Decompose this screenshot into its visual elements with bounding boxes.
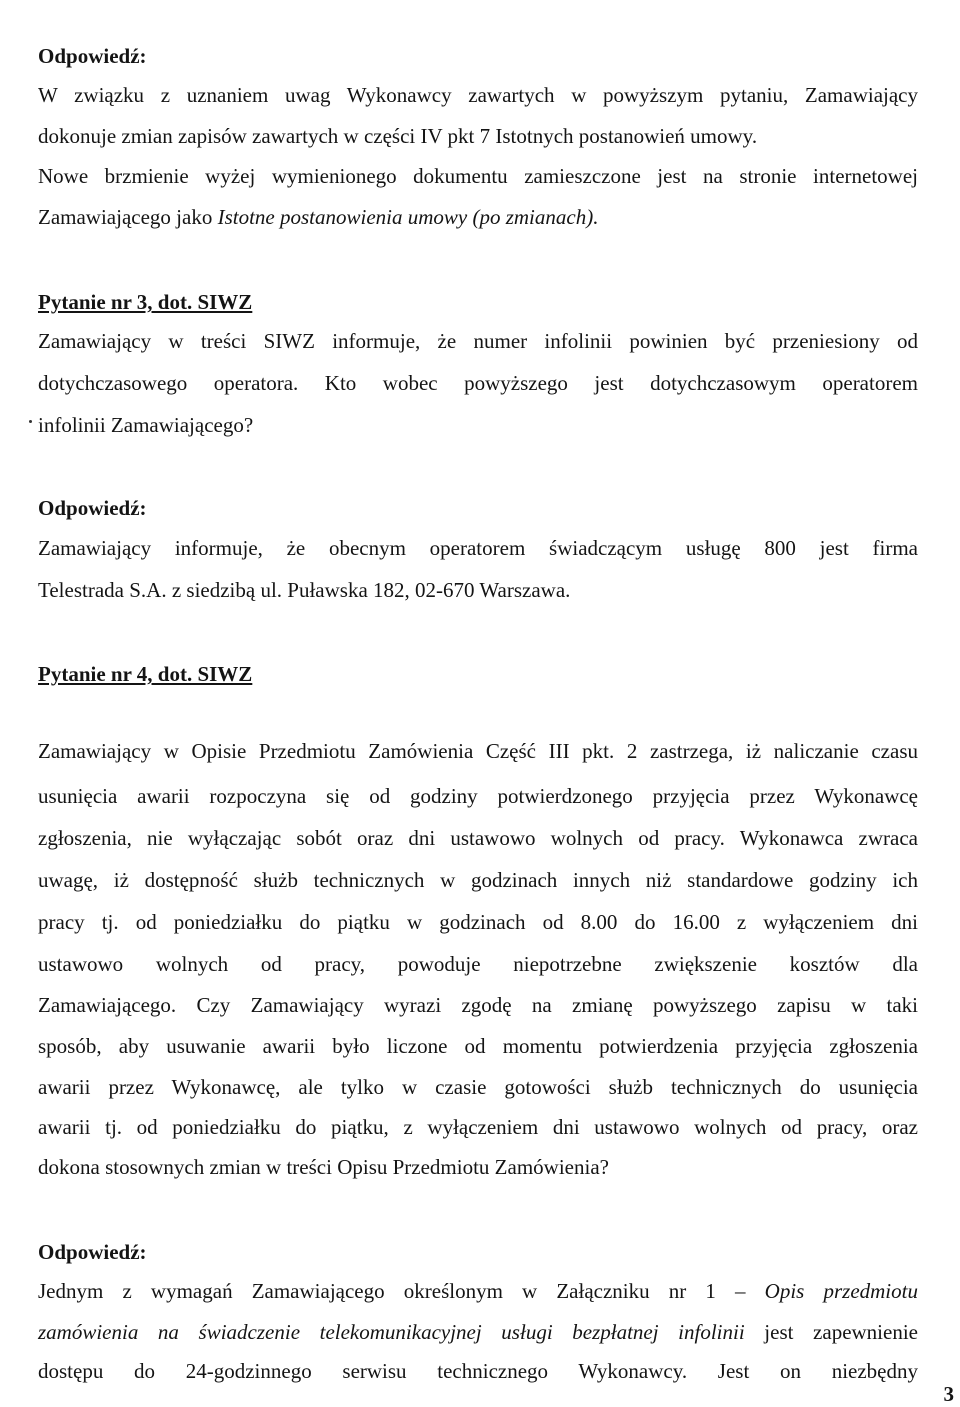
question-text-line: zgłoszenia, nie wyłączając sobót oraz dni ustawowo wolnych od pracy. Wykonawca zwraca xyxy=(38,826,918,850)
answer-text-line: Zamawiającego jako Istotne postanowienia umowy (po zmianach). xyxy=(38,205,599,229)
answer-label: Odpowiedź: xyxy=(38,496,147,520)
answer-text-line: W związku z uznaniem uwag Wykonawcy zawartych w powyższym pytaniu, Zamawiający xyxy=(38,83,918,107)
answer-text-line: dokonuje zmian zapisów zawartych w części IV pkt 7 Istotnych postanowień umowy. xyxy=(38,124,758,148)
question-text-line: ustawowo wolnych od pracy, powoduje niepotrzebne zwiększenie kosztów dla xyxy=(38,952,918,976)
question-text-line: Zamawiający w treści SIWZ informuje, że numer infolinii powinien być przeniesiony od xyxy=(38,329,918,353)
question-heading: Pytanie nr 4, dot. SIWZ xyxy=(38,662,253,686)
question-text-line: awarii tj. od poniedziałku do piątku, z wyłączeniem dni ustawowo wolnych od pracy, oraz xyxy=(38,1115,918,1139)
question-text-line: pracy tj. od poniedziałku do piątku w godzinach od 8.00 do 16.00 z wyłączeniem dni xyxy=(38,910,918,934)
question-text-line: infolinii Zamawiającego? xyxy=(38,413,254,437)
answer-label: Odpowiedź: xyxy=(38,1240,147,1264)
question-text-line: usunięcia awarii rozpoczyna się od godziny potwierdzonego przyjęcia przez Wykonawcę xyxy=(38,784,918,808)
question-text-line: uwagę, iż dostępność służb technicznych w godzinach innych niż standardowe godziny ich xyxy=(38,868,918,892)
question-text-line: sposób, aby usuwanie awarii było liczone od momentu potwierdzenia przyjęcia zgłoszenia xyxy=(38,1034,918,1058)
answer-text-line: dostępu do 24-godzinnego serwisu technicznego Wykonawcy. Jest on niezbędny xyxy=(38,1359,918,1383)
answer-text-line: Nowe brzmienie wyżej wymienionego dokumentu zamieszczone jest na stronie internetowej xyxy=(38,164,918,188)
question-text-line: Zamawiający w Opisie Przedmiotu Zamówienia Część III pkt. 2 zastrzega, iż naliczanie czasu xyxy=(38,739,918,763)
answer-label: Odpowiedź: xyxy=(38,44,147,68)
question-text-line: awarii przez Wykonawcę, ale tylko w czasie gotowości służb technicznych do usunięcia xyxy=(38,1075,918,1099)
answer-text-line: zamówienia na świadczenie telekomunikacyjnej usługi bezpłatnej infolinii jest zapewnienie xyxy=(38,1320,918,1344)
scan-mark xyxy=(29,420,32,423)
question-text-line: Zamawiającego. Czy Zamawiający wyrazi zgodę na zmianę powyższego zapisu w taki xyxy=(38,993,918,1017)
question-heading: Pytanie nr 3, dot. SIWZ xyxy=(38,290,253,314)
answer-text-line: Telestrada S.A. z siedzibą ul. Puławska 182, 02-670 Warszawa. xyxy=(38,578,571,602)
answer-text-line: Zamawiający informuje, że obecnym operatorem świadczącym usługę 800 jest firma xyxy=(38,536,918,560)
answer-text-line: Jednym z wymagań Zamawiającego określonym w Załączniku nr 1 – Opis przedmiotu xyxy=(38,1279,918,1303)
question-text-line: dotychczasowego operatora. Kto wobec powyższego jest dotychczasowym operatorem xyxy=(38,371,918,395)
question-text-line: dokona stosownych zmian w treści Opisu Przedmiotu Zamówienia? xyxy=(38,1155,609,1179)
page-number: 3 xyxy=(943,1382,954,1406)
